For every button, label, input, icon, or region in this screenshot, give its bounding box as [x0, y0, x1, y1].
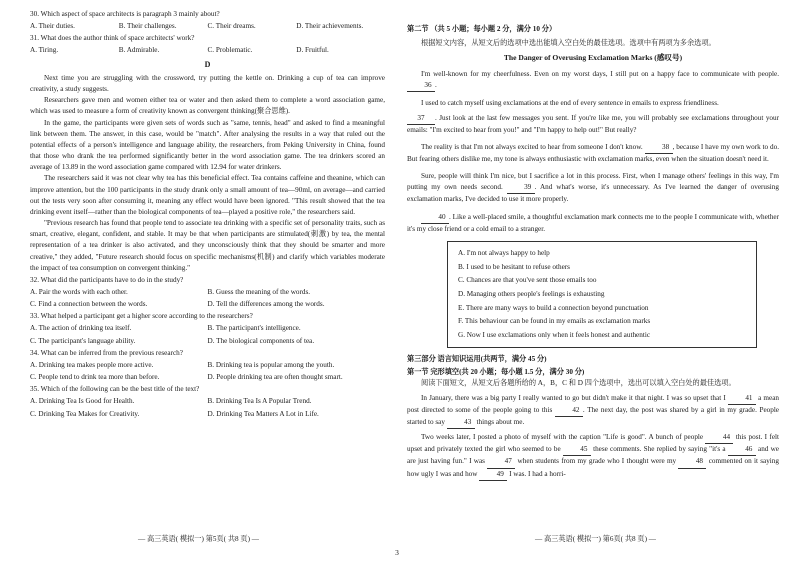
- passage-title: The Danger of Overusing Exclamation Marks (感叹号): [503, 53, 683, 63]
- option[interactable]: C. Problematic.: [207, 46, 253, 55]
- question-30: [30, 9, 385, 32]
- question-35-options-row1: [30, 396, 385, 407]
- text-run: I was. I had a horri-: [507, 469, 566, 478]
- text-run: this post. I felt upset and privately texted the girl who seemed to be: [407, 433, 780, 454]
- text-run: Two weeks later, I posted a photo of myself with the caption "Life is good". A bunch of people: [421, 433, 706, 442]
- text-run: . The next day, the post was shared by a girl in my grade. People started to say: [407, 405, 780, 426]
- option[interactable]: B. Guess the meaning of the words.: [207, 287, 311, 296]
- blank-40[interactable]: 40: [421, 212, 449, 224]
- passage-paragraph: Researchers gave men and women either tea or water and then asked them to complete a word association game, which was used to measure a form of creativity known as convergent thinking(聚合思维).: [30, 96, 385, 116]
- blank-42[interactable]: 42: [555, 405, 583, 417]
- passage-paragraph: [407, 171, 779, 205]
- box-option[interactable]: E. There are many ways to build a connection beyond punctuation: [458, 303, 649, 312]
- question-34: [30, 348, 385, 383]
- question-31-stem: 31. What does the author think of space architects' work?: [30, 34, 195, 43]
- question-33-options-row1: [30, 323, 385, 334]
- question-35-options-row2: [30, 409, 385, 420]
- option[interactable]: C. Find a connection between the words.: [30, 300, 148, 309]
- question-32-options-row2: [30, 299, 385, 310]
- box-option[interactable]: C. Chances are that you've sent those emails too: [458, 276, 597, 285]
- text-run: The reality is that I'm not always excited to hear from someone I don't know.: [421, 142, 645, 151]
- question-31: [30, 33, 385, 56]
- question-32: [30, 275, 385, 310]
- box-option[interactable]: D. Managing others people's feelings is exhausting: [458, 289, 605, 298]
- option[interactable]: D. The biological components of tea.: [207, 336, 315, 345]
- box-option[interactable]: A. I'm not always happy to help: [458, 249, 550, 258]
- part-3-instructions: 阅读下面短文，从短文后各题所给的 A，B，C 和 D 四个选项中，选出可以填入空白处的最佳选项。: [421, 379, 736, 388]
- question-33-options-row2: [30, 336, 385, 347]
- box-option[interactable]: G. Now I use exclamations only when it feels honest and authentic: [458, 330, 651, 339]
- option[interactable]: B. Drinking Tea Is A Popular Trend.: [207, 397, 312, 406]
- question-32-options-row1: [30, 287, 385, 298]
- part-3-heading: 第三部分 语言知识运用(共两节，满分 45 分): [407, 355, 547, 364]
- text-run: and we are just having fun." I was: [407, 445, 779, 466]
- blank-47[interactable]: 47: [487, 456, 515, 468]
- blank-48[interactable]: 48: [678, 456, 706, 468]
- question-34-options-row2: [30, 372, 385, 383]
- option[interactable]: A. The action of drinking tea itself.: [30, 324, 132, 333]
- option[interactable]: D. Tell the differences among the words.: [207, 300, 325, 309]
- section-2-heading: 第二节 （共 5 小题；每小题 2 分，满分 10 分）: [407, 25, 557, 33]
- option[interactable]: C. Their dreams.: [207, 22, 256, 31]
- part-3-section-1-heading: 第一节 完形填空(共 20 小题；每小题 1.5 分，满分 30 分): [407, 368, 585, 377]
- section-2-instructions: 根据短文内容，从短文后的选项中选出能填入空白处的最佳选项。选项中有两项为多余选项。: [421, 39, 716, 48]
- option[interactable]: A. Drinking tea makes people more active.: [30, 360, 154, 369]
- options-box: [447, 241, 757, 348]
- text-run: when students from my grade who I thought were my: [515, 457, 679, 466]
- option[interactable]: D. Fruitful.: [296, 46, 329, 55]
- passage-d: [30, 73, 385, 274]
- blank-44[interactable]: 44: [705, 432, 733, 444]
- blank-39[interactable]: 39: [507, 182, 535, 194]
- option[interactable]: B. The participant's intelligence.: [207, 324, 301, 333]
- left-column: [30, 8, 385, 420]
- option[interactable]: A. Their duties.: [30, 22, 75, 31]
- passage-paragraph: I used to catch myself using exclamations at the end of every sentence in emails to express friendliness.: [421, 99, 719, 108]
- passage-paragraph: [407, 212, 779, 235]
- option[interactable]: D. Drinking Tea Matters A Lot in Life.: [207, 409, 319, 418]
- option[interactable]: A. Pair the words with each other.: [30, 287, 128, 296]
- text-run: a mean post directed to some of the people going to this: [407, 393, 779, 414]
- right-page-footer: — 高三英语( 模拟一) 第6页( 共8 页) —: [535, 534, 656, 543]
- option[interactable]: A. Tiring.: [30, 46, 59, 55]
- blank-46[interactable]: 46: [728, 444, 756, 456]
- blank-38[interactable]: 38: [645, 142, 673, 154]
- text-run: these comments. She replied by saying "it's a: [590, 445, 728, 454]
- question-34-stem: 34. What can be inferred from the previous research?: [30, 348, 183, 357]
- blank-41[interactable]: 41: [728, 393, 756, 405]
- box-option[interactable]: B. I used to be hesitant to refuse others: [458, 262, 570, 271]
- question-33: [30, 311, 385, 346]
- passage-paragraph: Next time you are struggling with the crossword, try putting the kettle on. Drinking a cup of tea can improve creativity, a study suggests.: [30, 74, 385, 94]
- text-run: I'm well-known for my cheerfulness. Even on my worst days, I still put on a happy face to communicate with people.: [421, 70, 779, 79]
- option[interactable]: B. Drinking tea is popular among the youth.: [207, 360, 335, 369]
- passage-paragraph: In the game, the participants were given sets of words such as "same, tennis, head" and asked to find a meaningful link between them. The answer, in this case, would be "match". After analysing the results in a way that ruled out the potential effects of a person's intelligence and language ability, the researchers, from Peking University in China, found that those who drank the tea performed significantly better in the word association game. The tea drinkers scored an average of 13.89 in the word association game compared with 12.94 for water drinkers.: [30, 118, 385, 172]
- question-30-stem: 30. Which aspect of space architects is paragraph 3 mainly about?: [30, 10, 220, 18]
- right-column: [407, 24, 779, 487]
- text-run: In January, there was a big party I really wanted to go but didn't make it that night. I was so upset that I: [421, 393, 728, 402]
- passage-paragraph: "Previous research has found that people tend to associate tea drinking with a specific set of personality traits, such as smart, creative, elegant, confident, and stable. It may be that when participants are stimulated(刺激) by tea, the mental representation of a tea drinker is also activated, and they unconsciously think that they should be smarter and more creative," they added, "Future research should focus on specific mechanisms(机制) and clarify which variables moderate the impact of tea consumption on convergent thinking.": [30, 219, 385, 272]
- option[interactable]: C. People tend to drink tea more than before.: [30, 373, 160, 382]
- right-page: [397, 0, 794, 561]
- question-31-options: [30, 45, 385, 56]
- page-number: 3: [395, 548, 399, 558]
- section-letter: D: [204, 59, 211, 69]
- left-page-footer: — 高三英语( 模拟一) 第5页( 共8 页) —: [138, 534, 259, 543]
- question-35-stem: 35. Which of the following can be the best title of the text?: [30, 385, 200, 394]
- question-30-options: [30, 21, 385, 32]
- option[interactable]: B. Admirable.: [118, 46, 160, 55]
- text-run: commented on it saying how ugly I was and how: [407, 457, 779, 478]
- text-run: . Just look at the last few messages you sent. If you're like me, you will probably see exclamations throughout your emails: "I'm excited to hear from you!" and "I'm happy to help out!" But really?: [407, 113, 779, 134]
- option[interactable]: D. Their achievements.: [296, 22, 364, 31]
- text-run: . And what's worse, it's unnecessary. As I've learned the danger of overusing exclamation marks, I've decided to use it more properly.: [407, 183, 779, 204]
- passage-paragraph: [407, 142, 779, 165]
- text-run: , because I have my own work to do. But fearing others dislike me, my tone is always enthusiastic with exclamation marks, even when the situation doesn't need it.: [407, 142, 779, 164]
- text-run: . Like a well-placed smile, a thoughtful exclamation mark connects me to the people I communicate with, whether it's my close friend or a cold email to a stranger.: [407, 212, 779, 233]
- cloze-paragraph: [407, 432, 779, 481]
- question-33-stem: 33. What helped a participant get a higher score according to the researchers?: [30, 312, 253, 321]
- cloze-paragraph: [407, 393, 779, 429]
- option[interactable]: C. Drinking Tea Makes for Creativity.: [30, 409, 140, 418]
- text-run: things about me.: [474, 417, 525, 426]
- blank-36[interactable]: 36: [407, 80, 435, 92]
- blank-45[interactable]: 45: [563, 444, 591, 456]
- option[interactable]: B. Their challenges.: [118, 22, 177, 31]
- passage-paragraph: [407, 113, 779, 136]
- option[interactable]: D. People drinking tea are often thought smart.: [207, 373, 343, 382]
- option[interactable]: C. The participant's language ability.: [30, 336, 136, 345]
- question-35: [30, 384, 385, 419]
- text-run: Sure, people will think I'm nice, but I sacrifice a lot in this process. First, when I manage others' feelings in this way, I'm putting my own needs second.: [407, 172, 779, 192]
- box-option[interactable]: F. This behaviour can be found in my emails as exclamation marks: [458, 317, 651, 326]
- text-run: .: [435, 81, 437, 90]
- blank-37[interactable]: 37: [407, 113, 435, 125]
- question-32-stem: 32. What did the participants have to do in the study?: [30, 275, 184, 284]
- blank-49[interactable]: 49: [479, 469, 507, 481]
- question-34-options-row1: [30, 360, 385, 371]
- passage-paragraph: The researchers said it was not clear why tea has this beneficial effect. Tea contains caffeine and theanine, which can improve attention, but the 100 participants in the study drank only a small amount of tea—90ml, on average—and carried out the tests very soon after consuming it, meaning any effect would have been ignored. "This result showed that the tea drinking event itself—rather than the biological components of tea—played a positive role," the researchers said.: [30, 174, 385, 216]
- blank-43[interactable]: 43: [447, 417, 475, 429]
- passage-paragraph: [407, 69, 779, 92]
- option[interactable]: A. Drinking Tea Is Good for Health.: [30, 397, 135, 406]
